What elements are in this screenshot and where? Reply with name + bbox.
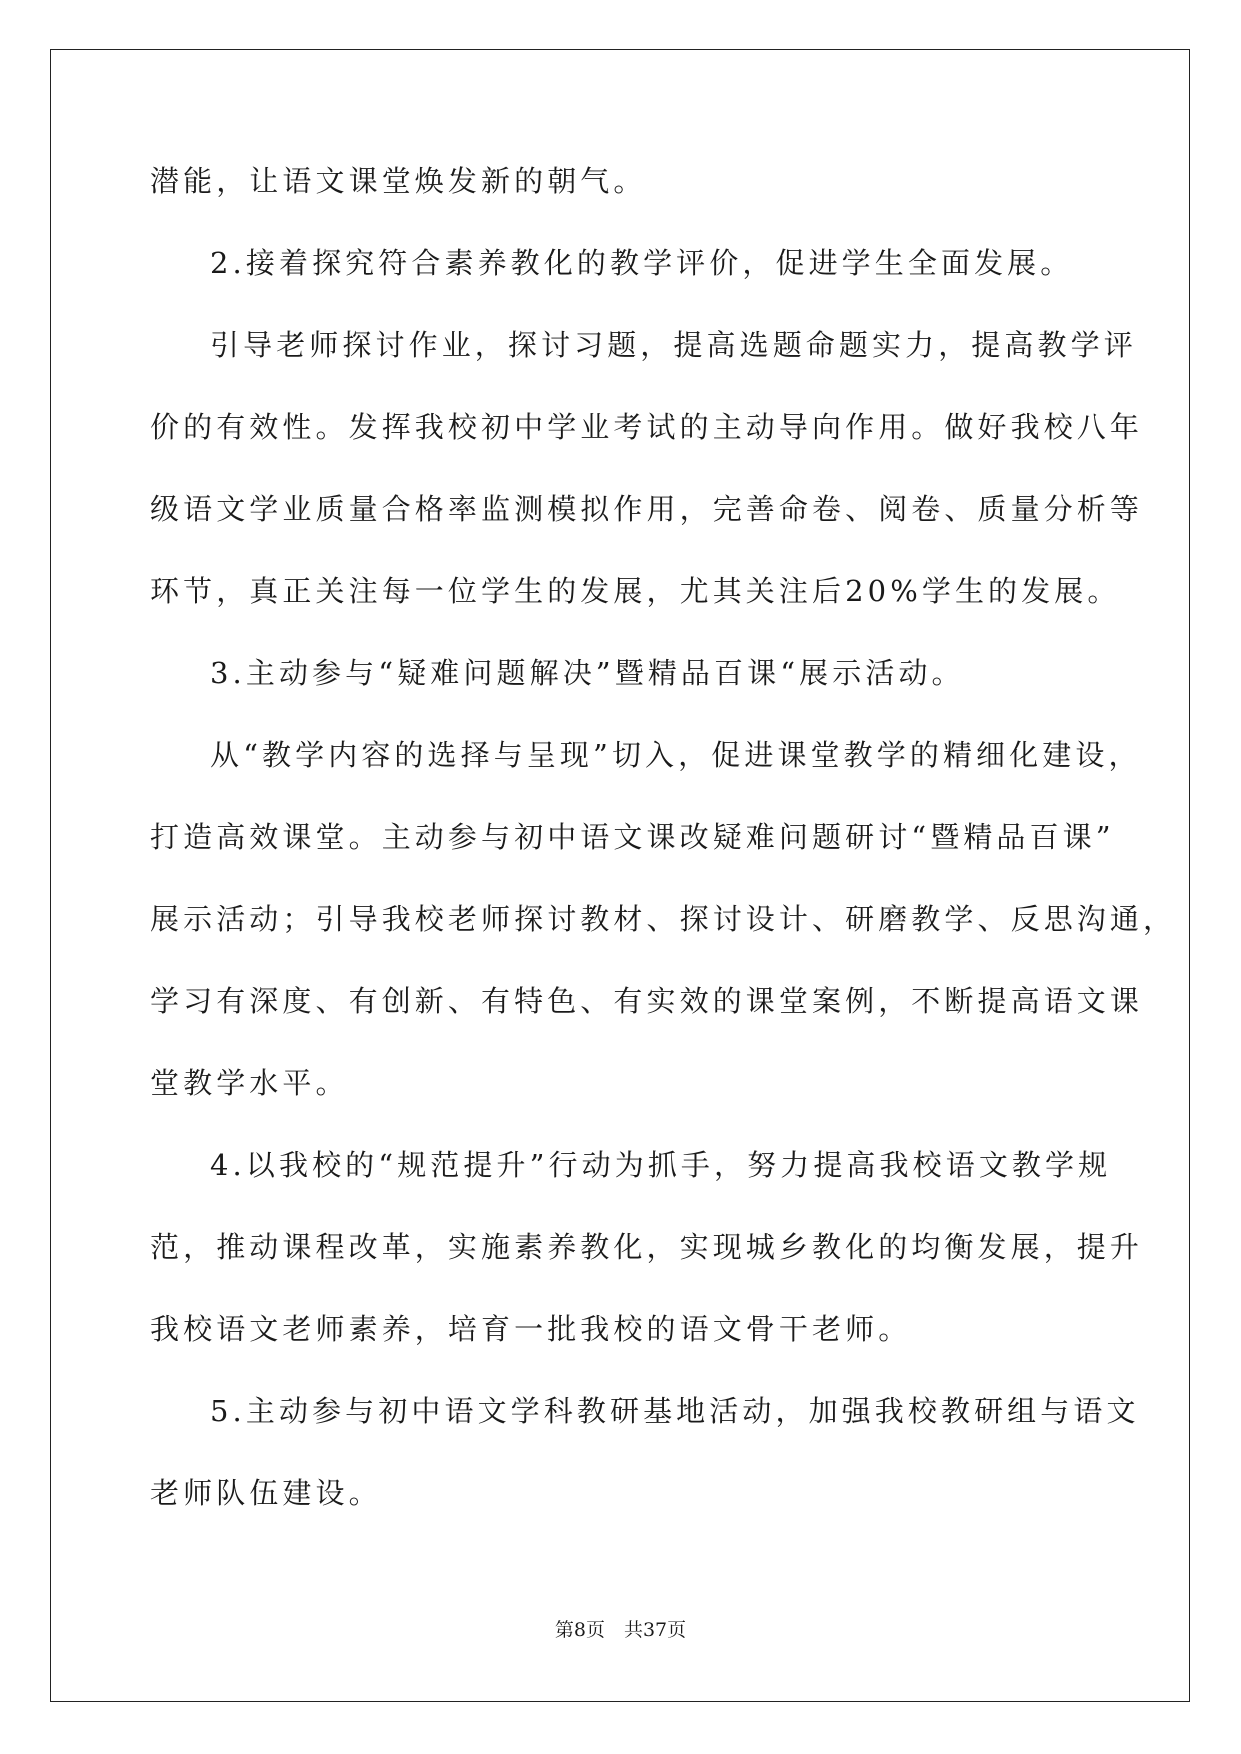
text-line: 环节，真正关注每一位学生的发展，尤其关注后20%学生的发展。 bbox=[150, 574, 1121, 608]
page-number-footer: 第8页 共37页 bbox=[554, 1619, 687, 1641]
text-line: 级语文学业质量合格率监测模拟作用，完善命卷、阅卷、质量分析等 bbox=[150, 492, 1144, 526]
paragraph-heading-4: 4.以我校的“规范提升”行动为抓手，努力提高我校语文教学规 bbox=[210, 1148, 1112, 1182]
text-line: 学习有深度、有创新、有特色、有实效的课堂案例，不断提高语文课 bbox=[150, 984, 1144, 1018]
paragraph-heading-5: 5.主动参与初中语文学科教研基地活动，加强我校教研组与语文 bbox=[210, 1394, 1140, 1428]
text-line: 潜能，让语文课堂焕发新的朝气。 bbox=[150, 164, 647, 198]
text-line: 打造高效课堂。主动参与初中语文课改疑难问题研讨“暨精品百课” bbox=[150, 820, 1115, 854]
text-line: 范，推动课程改革，实施素养教化，实现城乡教化的均衡发展，提升 bbox=[150, 1230, 1144, 1264]
paragraph-heading-2: 2.接着探究符合素养教化的教学评价，促进学生全面发展。 bbox=[210, 246, 1074, 280]
text-line: 我校语文老师素养，培育一批我校的语文骨干老师。 bbox=[150, 1312, 912, 1346]
text-line: 老师队伍建设。 bbox=[150, 1476, 382, 1510]
text-line: 堂教学水平。 bbox=[150, 1066, 349, 1100]
text-line: 展示活动；引导我校老师探讨教材、探讨设计、研磨教学、反思沟通， bbox=[150, 902, 1177, 936]
text-line: 从“教学内容的选择与呈现”切入，促进课堂教学的精细化建设， bbox=[210, 738, 1142, 772]
paragraph-heading-3: 3.主动参与“疑难问题解决”暨精品百课“展示活动。 bbox=[210, 656, 965, 690]
text-line: 价的有效性。发挥我校初中学业考试的主动导向作用。做好我校八年 bbox=[150, 410, 1144, 444]
document-body bbox=[150, 164, 1177, 1560]
text-line: 引导老师探讨作业，探讨习题，提高选题命题实力，提高教学评 bbox=[210, 328, 1137, 362]
